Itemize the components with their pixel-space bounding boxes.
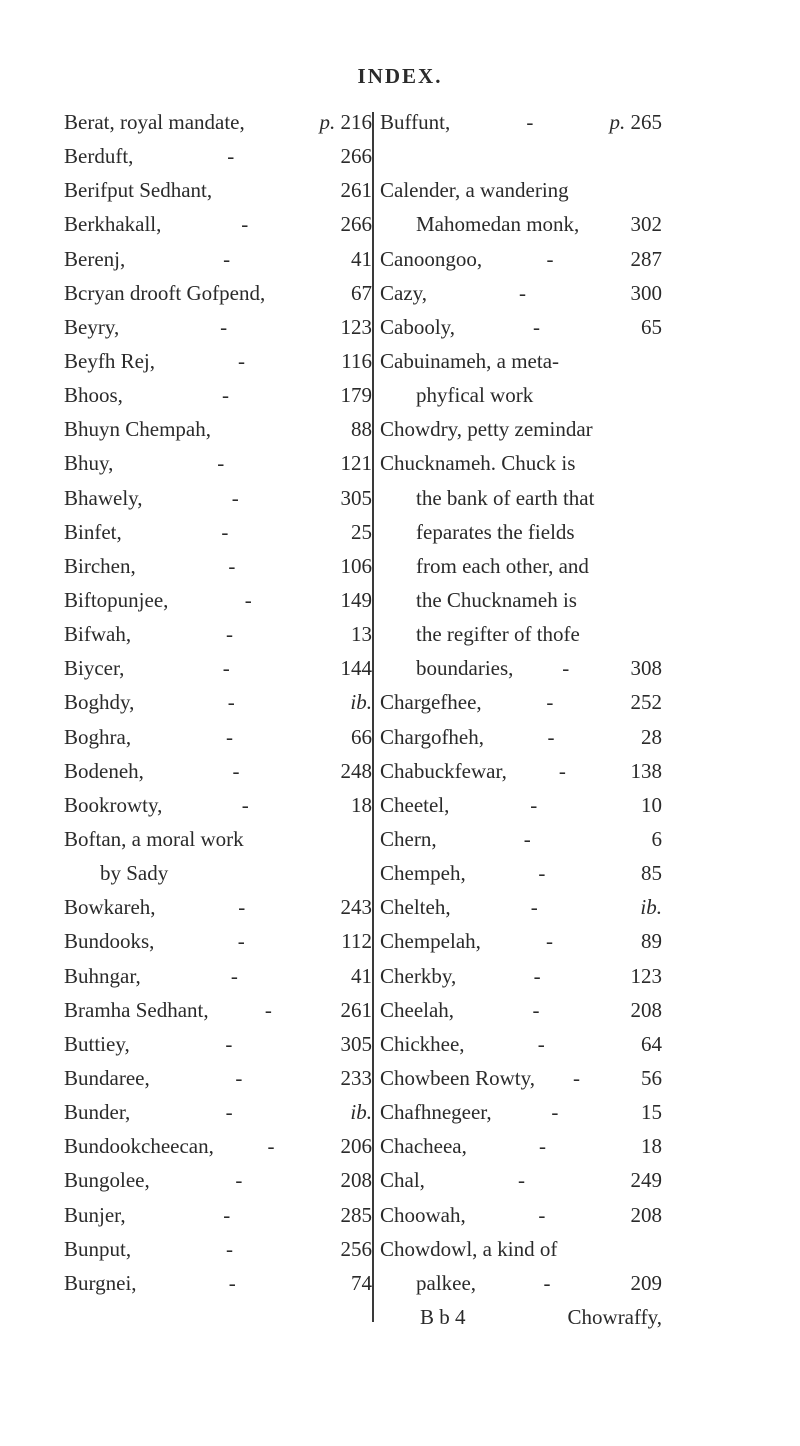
entry-term: Chempelah, — [380, 929, 481, 954]
entry-term: Chabuckfewar, — [380, 758, 507, 783]
entry-dash: - — [244, 587, 252, 612]
entry-dash: - — [241, 792, 249, 817]
entry-page-number: 123 — [340, 314, 372, 339]
entry-dash: - — [226, 622, 234, 647]
entry-term: feparates the fields — [416, 519, 575, 544]
index-entry — [380, 622, 662, 656]
entry-term: Bowkareh, — [64, 895, 156, 920]
entry-page-number: 112 — [341, 929, 372, 954]
entry-page-number: 208 — [630, 1202, 662, 1227]
entry-dash: - — [532, 997, 540, 1022]
entry-term: Beyfh Rej, — [64, 348, 155, 373]
entry-term: Beyry, — [64, 314, 120, 339]
entry-page-number: 261 — [340, 997, 372, 1022]
entry-page-number: 89 — [641, 929, 662, 954]
entry-term: Bundookcheecan, — [64, 1134, 214, 1159]
index-entry — [380, 895, 662, 929]
entry-term: Canoongoo, — [380, 246, 483, 271]
entry-term: Berkhakall, — [64, 212, 162, 237]
entry-page-number: 74 — [351, 1270, 372, 1295]
index-entry — [64, 1066, 372, 1100]
index-entry — [380, 554, 662, 588]
entry-term: Chowdowl, a kind of — [380, 1236, 558, 1261]
index-entry — [380, 1168, 662, 1202]
entry-term: Chucknameh. Chuck is — [380, 451, 576, 476]
index-entry — [64, 349, 372, 383]
entry-page-number: 18 — [641, 1134, 662, 1159]
entry-dash: - — [538, 1134, 546, 1159]
index-entry — [380, 827, 662, 861]
entry-dash: - — [221, 383, 229, 408]
column-divider — [372, 112, 374, 1322]
entry-page-number: 305 — [340, 1031, 372, 1056]
index-entry — [64, 964, 372, 998]
entry-term: Chargefhee, — [380, 690, 482, 715]
entry-dash: - — [530, 895, 538, 920]
index-entry — [64, 759, 372, 793]
entry-dash: - — [538, 1202, 546, 1227]
entry-dash: - — [226, 1236, 234, 1261]
index-entry — [64, 690, 372, 724]
entry-page-number: 144 — [340, 656, 372, 681]
index-entry — [380, 929, 662, 963]
entry-page-number: 302 — [630, 212, 662, 237]
entry-dash: - — [235, 1168, 243, 1193]
index-entry — [64, 451, 372, 485]
index-entry — [380, 793, 662, 827]
catchword: Chowraffy, — [567, 1304, 662, 1329]
entry-dash: - — [543, 1270, 551, 1295]
entry-term: Chelteh, — [380, 895, 451, 920]
entry-page-number: 64 — [641, 1031, 662, 1056]
index-entry — [380, 725, 662, 759]
entry-term: Cheetel, — [380, 792, 450, 817]
entry-dash: - — [232, 758, 240, 783]
entry-term: Cheelah, — [380, 997, 455, 1022]
entry-dash: - — [546, 246, 554, 271]
entry-term: Chafhnegeer, — [380, 1100, 492, 1125]
index-entry — [64, 110, 372, 144]
entry-dash: - — [538, 861, 546, 886]
entry-dash: - — [228, 553, 236, 578]
entry-page-number: 13 — [351, 622, 372, 647]
entry-term: Bramha Sedhant, — [64, 997, 209, 1022]
entry-term: Chacheea, — [380, 1134, 467, 1159]
index-entry — [64, 1237, 372, 1271]
entry-page-number: 41 — [351, 963, 372, 988]
index-entry — [380, 759, 662, 793]
entry-term: Chargofheh, — [380, 724, 485, 749]
index-entry — [380, 144, 662, 178]
index-entry — [380, 1032, 662, 1066]
entry-dash: - — [558, 758, 566, 783]
entry-dash: - — [237, 348, 245, 373]
index-entry — [64, 486, 372, 520]
entry-dash: - — [264, 997, 272, 1022]
entry-page-number: 300 — [630, 280, 662, 305]
index-entry — [64, 1271, 372, 1305]
entry-term: Berifput Sedhant, — [64, 178, 213, 203]
entry-page-number: 85 — [641, 861, 662, 886]
entry-page-number: 206 — [340, 1134, 372, 1159]
entry-dash: - — [225, 1031, 233, 1056]
index-entry — [380, 1100, 662, 1134]
index-entry — [380, 178, 662, 212]
index-entry — [64, 1134, 372, 1168]
index-entry — [64, 1032, 372, 1066]
entry-term: Chempeh, — [380, 861, 466, 886]
entry-term: Mahomedan monk, — [416, 212, 580, 237]
entry-term: Berduft, — [64, 144, 134, 169]
entry-dash: - — [223, 1202, 231, 1227]
entry-term: the regifter of thofe — [416, 622, 580, 647]
entry-dash: - — [241, 212, 249, 237]
index-entry — [64, 417, 372, 451]
index-entry — [64, 895, 372, 929]
entry-dash: - — [519, 280, 527, 305]
index-entry — [380, 1066, 662, 1100]
entry-term: Birchen, — [64, 553, 136, 578]
entry-page-number: 123 — [630, 963, 662, 988]
index-entry — [380, 212, 662, 246]
entry-page-number: 285 — [340, 1202, 372, 1227]
entry-page-number: ib. — [350, 690, 372, 715]
index-entry — [380, 690, 662, 724]
entry-dash: - — [546, 690, 554, 715]
index-entry — [64, 383, 372, 417]
entry-page-number: 233 — [340, 1065, 372, 1090]
entry-page-number: ib. — [640, 895, 662, 920]
index-entry — [380, 656, 662, 690]
entry-term: phyfical work — [416, 383, 534, 408]
index-entry — [380, 998, 662, 1032]
page-footer — [380, 1305, 662, 1339]
entry-dash: - — [530, 792, 538, 817]
index-entry — [380, 281, 662, 315]
entry-term: Chowdry, petty zemindar — [380, 417, 593, 442]
index-entry — [380, 315, 662, 349]
entry-dash: - — [231, 485, 239, 510]
index-entry — [64, 1168, 372, 1202]
entry-dash: - — [225, 1100, 233, 1125]
entry-page-number: 65 — [641, 314, 662, 339]
entry-dash: - — [227, 690, 235, 715]
page-header: INDEX. — [357, 64, 443, 88]
entry-term: Bunder, — [64, 1100, 131, 1125]
entry-dash: - — [562, 656, 570, 681]
index-entry — [64, 929, 372, 963]
entry-term: palkee, — [416, 1270, 477, 1295]
entry-dash: - — [526, 110, 534, 134]
entry-term: Bunput, — [64, 1236, 132, 1261]
entry-page-number: 116 — [341, 348, 372, 373]
entry-dash: - — [227, 144, 235, 169]
index-entry — [64, 1203, 372, 1237]
entry-page-number: 308 — [630, 656, 662, 681]
entry-dash: - — [222, 656, 230, 681]
index-entry — [64, 861, 372, 895]
entry-term: Chowbeen Rowty, — [380, 1065, 535, 1090]
entry-page-number: 261 — [340, 178, 372, 203]
entry-page-number: 15 — [641, 1100, 662, 1125]
entry-term: Bunjer, — [64, 1202, 126, 1227]
entry-page-number: 243 — [340, 895, 372, 920]
entry-term: Bhawely, — [64, 485, 143, 510]
signature-mark: B b 4 — [420, 1304, 466, 1329]
index-entry — [64, 588, 372, 622]
entry-page-number: 106 — [340, 553, 372, 578]
entry-page-number: 209 — [630, 1270, 662, 1295]
entry-dash: - — [238, 895, 246, 920]
entry-page-number: 66 — [351, 724, 372, 749]
entry-dash: - — [221, 519, 229, 544]
entry-dash: - — [267, 1134, 275, 1159]
entry-term: Buffunt, — [380, 110, 451, 134]
entry-page-number: 18 — [351, 792, 372, 817]
entry-dash: - — [220, 314, 228, 339]
index-entry — [64, 212, 372, 246]
entry-page-number: 256 — [340, 1236, 372, 1261]
index-entry — [64, 281, 372, 315]
entry-page-number: 252 — [630, 690, 662, 715]
entry-page-number: 10 — [641, 792, 662, 817]
index-entry — [380, 861, 662, 895]
entry-term: Cabuinameh, a meta- — [380, 348, 560, 373]
index-entry — [380, 383, 662, 417]
entry-term: Chickhee, — [380, 1031, 465, 1056]
entry-term: Bhuyn Chempah, — [64, 417, 211, 442]
index-entry — [380, 417, 662, 451]
entry-term: Bcryan drooft Gofpend, — [64, 280, 266, 305]
entry-term: Bhoos, — [64, 383, 123, 408]
entry-dash: - — [533, 963, 541, 988]
index-entry — [380, 349, 662, 383]
entry-term: Chal, — [380, 1168, 425, 1193]
entry-term: Bifwah, — [64, 622, 132, 647]
entry-term: Buhngar, — [64, 963, 141, 988]
index-entry — [64, 1100, 372, 1134]
index-entry — [380, 1237, 662, 1271]
entry-dash: - — [217, 451, 225, 476]
index-entry — [64, 656, 372, 690]
entry-term: Bhuy, — [64, 451, 114, 476]
index-entry — [380, 486, 662, 520]
entry-term: Bundaree, — [64, 1065, 150, 1090]
entry-term: boundaries, — [416, 656, 514, 681]
entry-term: Boftan, a moral work — [64, 826, 244, 851]
entry-page-number: p. 216 — [319, 110, 372, 134]
right-column — [380, 110, 662, 1339]
entry-term: Berat, royal mandate, — [64, 110, 245, 134]
entry-term: Berenj, — [64, 246, 126, 271]
entry-page-number: 28 — [641, 724, 662, 749]
left-column — [64, 110, 372, 1305]
entry-term: Buttiey, — [64, 1031, 130, 1056]
entry-term: Boghra, — [64, 724, 132, 749]
entry-page-number: 88 — [351, 417, 372, 442]
index-entry — [380, 588, 662, 622]
entry-page-number: 249 — [630, 1168, 662, 1193]
entry-term: Cazy, — [380, 280, 428, 305]
index-entry — [64, 144, 372, 178]
index-entry — [64, 178, 372, 212]
entry-page-number: 208 — [630, 997, 662, 1022]
entry-page-number: 305 — [340, 485, 372, 510]
index-entry — [64, 315, 372, 349]
entry-term: Biycer, — [64, 656, 125, 681]
index-entry — [64, 793, 372, 827]
entry-dash: - — [230, 963, 238, 988]
entry-page-number: 266 — [340, 212, 372, 237]
entry-term: Calender, a wandering — [380, 178, 569, 203]
index-entry — [380, 1271, 662, 1305]
index-entry — [380, 1203, 662, 1237]
entry-dash: - — [237, 929, 245, 954]
entry-page-number: 67 — [351, 280, 372, 305]
index-entry — [64, 622, 372, 656]
entry-term: Bundooks, — [64, 929, 155, 954]
index-entry — [380, 451, 662, 485]
entry-page-number: 248 — [340, 758, 372, 783]
entry-dash: - — [523, 826, 531, 851]
entry-dash: - — [223, 246, 231, 271]
entry-term: the Chucknameh is — [416, 587, 577, 612]
index-entry — [380, 1134, 662, 1168]
entry-page-number: 266 — [340, 144, 372, 169]
entry-page-number: 149 — [340, 587, 372, 612]
entry-page-number: 41 — [351, 246, 372, 271]
entry-page-number: 208 — [340, 1168, 372, 1193]
entry-dash: - — [547, 724, 555, 749]
entry-term: Burgnei, — [64, 1270, 137, 1295]
index-entry — [64, 827, 372, 861]
entry-page-number: ib. — [350, 1100, 372, 1125]
entry-dash: - — [545, 929, 553, 954]
index-entry — [64, 998, 372, 1032]
entry-dash: - — [228, 1270, 236, 1295]
index-entry — [64, 725, 372, 759]
index-entry — [380, 520, 662, 554]
entry-dash: - — [517, 1168, 525, 1193]
entry-term: Chern, — [380, 826, 437, 851]
entry-page-number: 121 — [340, 451, 372, 476]
entry-page-number: 56 — [641, 1065, 662, 1090]
entry-page-number: 25 — [351, 519, 372, 544]
index-entry — [380, 110, 662, 144]
entry-term: Binfet, — [64, 519, 122, 544]
entry-term: Choowah, — [380, 1202, 466, 1227]
index-entry — [64, 247, 372, 281]
index-entry — [380, 964, 662, 998]
entry-term: Bookrowty, — [64, 792, 163, 817]
entry-dash: - — [226, 724, 234, 749]
entry-term: Biftopunjee, — [64, 587, 169, 612]
entry-term: by Sady — [100, 861, 169, 886]
entry-dash: - — [572, 1065, 580, 1090]
entry-term: from each other, and — [416, 553, 589, 578]
entry-dash: - — [235, 1065, 243, 1090]
entry-term: the bank of earth that — [416, 485, 595, 510]
entry-term: Bungolee, — [64, 1168, 150, 1193]
entry-page-number: 287 — [630, 246, 662, 271]
index-entry — [64, 520, 372, 554]
index-entry — [64, 554, 372, 588]
index-entry — [380, 247, 662, 281]
entry-page-number: 6 — [651, 826, 662, 851]
entry-page-number: 179 — [340, 383, 372, 408]
entry-dash: - — [537, 1031, 545, 1056]
entry-page-number: 138 — [630, 758, 662, 783]
entry-term: Cherkby, — [380, 963, 457, 988]
entry-dash: - — [551, 1100, 559, 1125]
entry-dash: - — [533, 314, 541, 339]
entry-term: Cabooly, — [380, 314, 456, 339]
entry-term: Boghdy, — [64, 690, 135, 715]
entry-page-number: p. 265 — [609, 110, 662, 134]
entry-term: Bodeneh, — [64, 758, 144, 783]
